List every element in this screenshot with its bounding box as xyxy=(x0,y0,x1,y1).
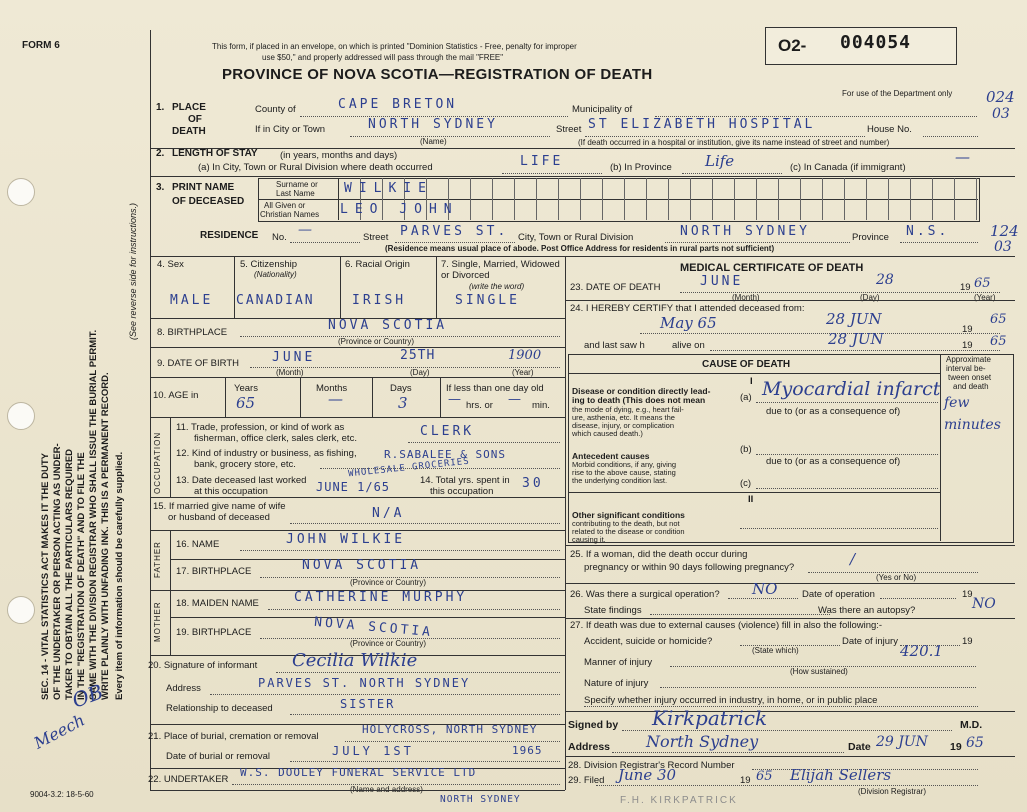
part-2-label: II xyxy=(748,494,754,505)
signed-address-value: North Sydney xyxy=(646,732,759,751)
instruction-line: SEC. 14 - VITAL STATISTICS ACT MAKES IT THE DUTY xyxy=(40,452,51,700)
filed-year: 65 xyxy=(756,769,773,784)
name-grid-cell-divider xyxy=(624,178,625,220)
name-grid-cell-divider xyxy=(668,178,669,220)
instruction-line: WRITE PLAINLY WITH UNFADING INK. THIS IS A PERMANENT RECORD. xyxy=(100,372,111,700)
place-label: DEATH xyxy=(172,126,206,137)
injury-year: 19 xyxy=(962,636,973,647)
residence-street-label: Street xyxy=(363,232,389,243)
residence-city-value: NORTH SYDNEY xyxy=(680,224,810,239)
burial-date-label: Date of burial or removal xyxy=(166,751,271,762)
undertaker-label: 22. UNDERTAKER xyxy=(148,774,229,785)
age-lt-label: If less than one day old xyxy=(446,383,544,394)
spouse-value: N/A xyxy=(372,506,405,521)
racial-value: IRISH xyxy=(352,293,407,308)
dod-year-prefix: 19 xyxy=(960,282,971,293)
disease-label: Disease or condition directly lead- xyxy=(572,386,711,396)
informant-signature: Cecilia Wilkie xyxy=(292,650,418,671)
citizenship-label: 5. Citizenship xyxy=(240,259,298,270)
city-label: If in City or Town xyxy=(255,124,326,135)
name-grid-cell-divider xyxy=(954,178,955,220)
name-caption: (Name) xyxy=(420,137,447,146)
name-grid-cell-divider xyxy=(580,178,581,220)
industry-value-1: R.SABALEE & SONS xyxy=(384,448,506,461)
father-birthplace-label: 17. BIRTHPLACE xyxy=(176,566,252,577)
mother-birthplace-caption: (Province or Country) xyxy=(350,639,427,648)
print-name-label: PRINT NAME xyxy=(172,182,235,193)
s1-num: 1. xyxy=(156,102,165,113)
burial-date-value: JULY 1ST xyxy=(332,744,414,758)
last-worked-label: 13. Date deceased last worked xyxy=(176,475,307,486)
mail-notice-2: use $50," and properly addressed will pass through the mail "FREE" xyxy=(262,53,504,62)
dept-use-label: For use of the Department only xyxy=(842,89,953,98)
name-grid-cell-divider xyxy=(778,178,779,220)
county-value: CAPE BRETON xyxy=(338,97,458,112)
father-birthplace-value: NOVA SCOTIA xyxy=(302,558,422,573)
stay-city-label: (a) In City, Town or Rural Division where death occurred xyxy=(198,162,433,173)
residence-note: (Residence means usual place of abode. Post Office Address for residents in rural parts not sufficient) xyxy=(385,244,775,253)
dob-day: 25TH xyxy=(400,348,436,363)
antecedent-label: the underlying condition last. xyxy=(572,476,668,485)
autopsy-label: Was there an autopsy? xyxy=(818,605,916,616)
medical-certificate-title: MEDICAL CERTIFICATE OF DEATH xyxy=(680,262,864,274)
hospital-note: (If death occurred in a hospital or institution, give its name instead of street and number) xyxy=(578,138,890,147)
place-label: OF xyxy=(188,114,202,125)
disease-label: disease, injury, or complication xyxy=(572,421,674,430)
age-months-label: Months xyxy=(316,383,348,394)
total-yrs-label: 14. Total yrs. spent in xyxy=(420,475,510,486)
name-grid-cell-divider xyxy=(932,178,933,220)
state-findings-label: State findings xyxy=(584,605,642,616)
dod-day: 28 xyxy=(876,272,894,288)
autopsy-value: NO xyxy=(972,596,996,612)
name-grid-cell-divider xyxy=(756,178,757,220)
relationship-label: Relationship to deceased xyxy=(166,703,273,714)
last-saw-year-prefix: 19 xyxy=(962,340,973,351)
interval-label: Approximate xyxy=(946,355,991,364)
marital-label: 7. Single, Married, Widowed or Divorced xyxy=(441,259,560,281)
signed-year-prefix: 19 xyxy=(950,741,962,753)
md-label: M.D. xyxy=(960,719,983,731)
state-which-caption: (State which) xyxy=(752,646,799,655)
attended-to: 28 JUN xyxy=(826,310,882,328)
manner-mark: 420.1 xyxy=(900,642,943,660)
burial-year-value: 1965 xyxy=(512,744,543,757)
name-grid-cell-divider xyxy=(602,178,603,220)
county-label: County of xyxy=(255,104,296,115)
signed-date-value: 29 JUN xyxy=(876,734,928,750)
yes-no-caption: (Yes or No) xyxy=(876,573,917,582)
disease-label: the mode of dying, e.g., heart fail- xyxy=(572,405,684,414)
part-1-label: I xyxy=(750,376,753,387)
name-grid-cell-divider xyxy=(492,178,493,220)
name-grid-cell-divider xyxy=(822,178,823,220)
other-label: contributing to the death, but not xyxy=(572,519,680,528)
age-years-value: 65 xyxy=(236,394,256,412)
name-grid-cell-divider xyxy=(690,178,691,220)
mother-name-label: 18. MAIDEN NAME xyxy=(176,598,259,609)
age-hrs-value: — xyxy=(448,392,461,407)
antecedent-label: Antecedent causes xyxy=(572,451,650,461)
dod-year: 65 xyxy=(974,276,991,291)
age-min-label: min. xyxy=(532,400,550,411)
residence-street-value: PARVES ST. xyxy=(400,224,509,239)
antecedent-label: rise to the above cause, stating xyxy=(572,468,676,477)
date-of-death-label: 23. DATE OF DEATH xyxy=(570,282,661,293)
cause-c-label: (c) xyxy=(740,478,752,489)
given-names-value: LEO JOHN xyxy=(340,202,459,217)
length-of-stay-label: LENGTH OF STAY xyxy=(172,148,258,159)
surgery-label: 26. Was there a surgical operation? xyxy=(570,589,720,600)
s3-num: 3. xyxy=(156,182,165,193)
residence-label: RESIDENCE xyxy=(200,230,259,241)
name-grid-cell-divider xyxy=(976,178,977,220)
dob-day-caption: (Day) xyxy=(410,368,430,377)
sex-value: MALE xyxy=(170,293,214,308)
name-grid-cell-divider xyxy=(734,178,735,220)
filed-year-prefix: 19 xyxy=(740,775,751,786)
spouse-sub: or husband of deceased xyxy=(168,512,270,523)
cause-a-label: (a) xyxy=(740,392,752,403)
record-number-label: 28. Division Registrar's Record Number xyxy=(568,760,735,771)
name-grid-cell-divider xyxy=(844,178,845,220)
citizenship-sub: (Nationality) xyxy=(254,270,297,279)
name-grid-cell-divider xyxy=(558,178,559,220)
registrar-signature: Elijah Sellers xyxy=(790,766,892,784)
given-label: Christian Names xyxy=(260,210,320,219)
birthplace-caption: (Province or Country) xyxy=(338,337,415,346)
dob-month-caption: (Month) xyxy=(276,368,304,377)
cause-b-label: (b) xyxy=(740,444,752,455)
age-months-value: — xyxy=(328,390,343,408)
industry-sub: bank, grocery store, etc. xyxy=(194,459,296,470)
stay-canada-value: — xyxy=(955,148,970,166)
dept-code-4: 03 xyxy=(994,239,1012,255)
specify-label: Specify whether injury occurred in industry, in home, or in public place xyxy=(584,695,878,706)
name-grid-cell-divider xyxy=(712,178,713,220)
attended-from: May 65 xyxy=(660,314,717,332)
age-years-label: Years xyxy=(234,383,258,394)
dod-month-caption: (Month) xyxy=(732,293,760,302)
name-grid-cell-divider xyxy=(888,178,889,220)
margin-note: Meech xyxy=(30,710,88,753)
accident-label: Accident, suicide or homicide? xyxy=(584,636,713,647)
disease-label: ure, asthenia, etc. It means the xyxy=(572,413,675,422)
signed-address-label: Address xyxy=(568,741,611,753)
mother-birthplace-label: 19. BIRTHPLACE xyxy=(176,627,252,638)
mother-birthplace-value: NOVA SCOTIA xyxy=(313,614,434,641)
last-saw-label: and last saw h xyxy=(584,340,645,351)
dod-month: JUNE xyxy=(700,274,744,289)
residence-no-label: No. xyxy=(272,232,287,243)
pregnancy-value: / xyxy=(850,550,856,568)
attended-year: 65 xyxy=(990,312,1007,327)
disease-label: ing to death (This does not mean xyxy=(572,395,706,405)
father-birthplace-caption: (Province or Country) xyxy=(350,578,427,587)
instruction-note: Every item of information should be carefully supplied. xyxy=(114,451,125,700)
dob-year-caption: (Year) xyxy=(512,368,534,377)
external-label: 27. If death was due to external causes (violence) fill in also the following:- xyxy=(570,620,883,631)
operation-year: 19 xyxy=(962,589,973,600)
filed-date: June 30 xyxy=(618,766,677,784)
registrar-caption: (Division Registrar) xyxy=(858,787,927,796)
trade-value: CLERK xyxy=(420,424,475,439)
mail-notice: This form, if placed in an envelope, on which is printed "Dominion Statistics - Free, penalty for improper xyxy=(212,42,577,51)
punch-hole xyxy=(7,402,35,430)
name-grid-cell-divider xyxy=(514,178,515,220)
informant-address-label: Address xyxy=(166,683,201,694)
industry-label: 12. Kind of industry or business, as fishing, xyxy=(176,448,357,459)
dod-day-caption: (Day) xyxy=(860,293,880,302)
last-saw-year: 65 xyxy=(990,334,1007,349)
citizenship-value: CANADIAN xyxy=(236,293,315,308)
punch-hole xyxy=(7,596,35,624)
marital-sub: (write the word) xyxy=(469,282,525,291)
dept-code-1: 024 xyxy=(986,88,1015,106)
father-side-label: FATHER xyxy=(153,541,162,578)
manner-label: Manner of injury xyxy=(584,657,653,668)
sex-label: 4. Sex xyxy=(157,259,184,270)
dept-code-2: 03 xyxy=(992,106,1010,122)
burial-place-label: 21. Place of burial, cremation or removal xyxy=(148,731,319,742)
reverse-side-note: (See reverse side for instructions.) xyxy=(128,202,138,340)
other-label: Other significant conditions xyxy=(572,510,685,520)
mother-name-value: CATHERINE MURPHY xyxy=(294,590,468,605)
name-grid-cell-divider xyxy=(646,178,647,220)
s2-num: 2. xyxy=(156,148,165,159)
instruction-line: OF THE UNDERTAKER OR PERSON ACTING AS UNDER- xyxy=(52,443,63,700)
injury-date-label: Date of injury xyxy=(842,636,898,647)
cause-a-interval: few minutes xyxy=(944,395,1001,433)
length-of-stay-sub: (in years, months and days) xyxy=(280,150,398,161)
physician-signature: Kirkpatrick xyxy=(652,706,768,730)
residence-no-value: — xyxy=(298,222,312,238)
registration-number: 004054 xyxy=(840,32,912,53)
attended-year-prefix: 19 xyxy=(962,324,973,335)
other-label: causing it. xyxy=(572,535,606,544)
municipality-label: Municipality of xyxy=(572,104,633,115)
informant-address-value: PARVES ST. NORTH SYDNEY xyxy=(258,676,471,690)
marital-value: SINGLE xyxy=(455,293,520,308)
instruction-line: SAME WITH THE DIVISION REGISTRAR WHO SHALL ISSUE THE BURIAL PERMIT. xyxy=(88,329,99,700)
nature-label: Nature of injury xyxy=(584,678,649,689)
father-name-value: JOHN WILKIE xyxy=(286,532,406,547)
industry-value-2: WHOLESALE GROCERIES xyxy=(347,456,471,480)
stay-province-value: Life xyxy=(705,152,735,170)
signed-by-label: Signed by xyxy=(568,719,619,731)
burial-place-value: HOLYCROSS, NORTH SYDNEY xyxy=(362,723,538,736)
page-title: PROVINCE OF NOVA SCOTIA—REGISTRATION OF DEATH xyxy=(222,66,653,83)
stay-province-label: (b) In Province xyxy=(610,162,672,173)
surname-value: WILKIE xyxy=(344,181,433,196)
undertaker-value: W.S. DOOLEY FUNERAL SERVICE LTD xyxy=(240,766,477,779)
stay-canada-label: (c) In Canada (if immigrant) xyxy=(790,162,906,173)
signed-year: 65 xyxy=(966,735,984,751)
father-name-label: 16. NAME xyxy=(176,539,220,550)
given-label: All Given or xyxy=(264,201,306,210)
name-grid-cell-divider xyxy=(470,178,471,220)
mother-side-label: MOTHER xyxy=(153,601,162,642)
total-yrs-sub: this occupation xyxy=(430,486,494,497)
age-hrs-label: hrs. or xyxy=(466,400,493,411)
trade-sub: fisherman, office clerk, sales clerk, etc. xyxy=(194,433,357,444)
certify-label: 24. I HEREBY CERTIFY that I attended deceased from: xyxy=(570,303,805,314)
age-label: 10. AGE in xyxy=(153,390,199,401)
interval-label: tween onset xyxy=(948,373,992,382)
form-code: 9004-3.2: 18-5-60 xyxy=(30,790,94,799)
street-label: Street xyxy=(556,124,582,135)
punch-hole xyxy=(7,178,35,206)
birthplace-label: 8. BIRTHPLACE xyxy=(157,327,228,338)
how-sustained-caption: (How sustained) xyxy=(790,667,848,676)
due-to-label: due to (or as a consequence of) xyxy=(766,406,901,417)
instruction-line: TAKER TO OBTAIN ALL THE PARTICULARS REQUIRED xyxy=(64,448,75,700)
disease-label: which caused death.) xyxy=(572,429,643,438)
trade-label: 11. Trade, profession, or kind of work as xyxy=(176,422,345,433)
undertaker-city: NORTH SYDNEY xyxy=(440,794,521,805)
other-label: related to the disease or condition xyxy=(572,527,685,536)
relationship-value: SISTER xyxy=(340,697,396,711)
print-name-label: OF DECEASED xyxy=(172,196,245,207)
name-grid-cell-divider xyxy=(536,178,537,220)
signature-stamp: F.H. KIRKPATRICK xyxy=(620,795,738,806)
cause-title: CAUSE OF DEATH xyxy=(702,359,791,370)
margin-note: OB xyxy=(68,679,107,713)
place-label: PLACE xyxy=(172,102,206,113)
surgery-value: NO xyxy=(752,580,778,598)
residence-city-label: City, Town or Rural Division xyxy=(518,232,634,243)
due-to-label-2: due to (or as a consequence of) xyxy=(766,456,901,467)
pregnancy-label-2: pregnancy or within 90 days following pregnancy? xyxy=(584,562,795,573)
filed-label: 29. Filed xyxy=(568,775,605,786)
dod-year-caption: (Year) xyxy=(974,293,996,302)
last-worked-sub: at this occupation xyxy=(194,486,268,497)
registration-number-box xyxy=(765,27,957,65)
occupation-side-label: OCCUPATION xyxy=(153,431,162,494)
birthplace-value: NOVA SCOTIA xyxy=(328,318,448,333)
registration-prefix: O2- xyxy=(778,36,807,55)
interval-label: and death xyxy=(953,382,989,391)
interval-label: interval be- xyxy=(946,364,986,373)
undertaker-caption: (Name and address) xyxy=(350,785,423,794)
last-saw-mid: alive on xyxy=(672,340,705,351)
antecedent-label: Morbid conditions, if any, giving xyxy=(572,460,677,469)
residence-province-value: N.S. xyxy=(906,224,950,239)
age-days-label: Days xyxy=(390,383,412,394)
surname-label: Surname or xyxy=(276,180,318,189)
surname-label: Last Name xyxy=(276,189,315,198)
operation-date-label: Date of operation xyxy=(802,589,875,600)
instruction-line: IN THE "REGISTRATION OF DEATH" AND TO FILE THE xyxy=(76,452,87,700)
pregnancy-label: 25. If a woman, did the death occur during xyxy=(570,549,748,560)
age-days-value: 3 xyxy=(398,394,408,412)
house-label: House No. xyxy=(867,124,912,135)
street-value: ST ELIZABETH HOSPITAL xyxy=(588,117,816,132)
name-grid-cell-divider xyxy=(910,178,911,220)
name-grid-cell-divider xyxy=(866,178,867,220)
stay-city-value: LIFE xyxy=(520,154,564,169)
city-value: NORTH SYDNEY xyxy=(368,117,498,132)
form-number: FORM 6 xyxy=(22,40,60,51)
dob-year: 1900 xyxy=(508,348,542,363)
residence-province-label: Province xyxy=(852,232,889,243)
informant-label: 20. Signature of informant xyxy=(148,660,258,671)
signed-date-label: Date xyxy=(848,741,871,753)
name-grid-cell-divider xyxy=(800,178,801,220)
total-yrs-value: 30 xyxy=(522,476,544,491)
spouse-label: 15. If married give name of wife xyxy=(153,501,286,512)
cause-a-value: Myocardial infarct xyxy=(762,378,941,400)
racial-label: 6. Racial Origin xyxy=(345,259,410,270)
dob-label: 9. DATE OF BIRTH xyxy=(157,358,239,369)
last-saw-date: 28 JUN xyxy=(828,330,884,348)
dob-month: JUNE xyxy=(272,350,316,365)
last-worked-value: JUNE 1/65 xyxy=(316,480,391,494)
dept-code-3: 124 xyxy=(990,222,1019,240)
age-min-value: — xyxy=(508,392,521,407)
